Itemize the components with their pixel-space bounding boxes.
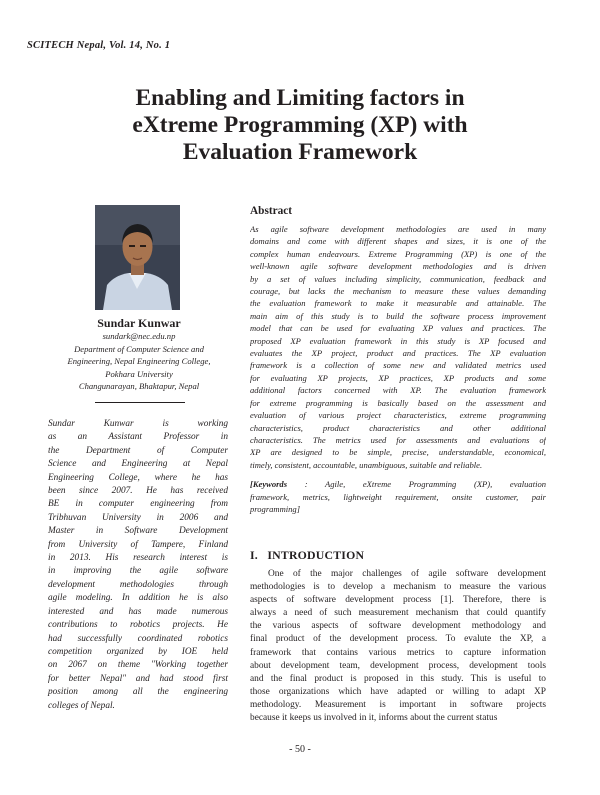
abstract-line: timely, consistent, accountable, unambiguous, suitable and reliable. [250, 459, 483, 470]
affiliation-line: Pokhara University [105, 368, 173, 379]
abstract-line: proposed XP evaluation framework in this study is XP focused and [250, 335, 546, 346]
abstract-line: the evaluation framework to make it measurable and attainable. The [250, 298, 546, 309]
bio-line: interested and has made numerous [48, 606, 228, 617]
introduction-line: about development team, development process, development tools [250, 660, 546, 671]
bio-line: development methodologies through [48, 579, 228, 590]
bio-line: as an Assistant Professor in [48, 432, 228, 443]
page-number: - 50 - [289, 744, 311, 755]
abstract-line: As agile software development methodologies are used in many [250, 224, 546, 234]
bio-line: been since 2007. He has received [48, 486, 228, 497]
bio-line: Tribhuvan University in 2006 and [48, 512, 228, 523]
abstract-line: main aim of this study is to build the software process improvement [250, 310, 546, 321]
keywords-line: programming] [250, 503, 301, 514]
bio-line: contributions to robotics projects. He [48, 620, 228, 631]
abstract-line: by a set of values including simplicity, communication, feedback and [250, 273, 546, 284]
abstract-line: XP are designed to be simple, precise, understandable, economical, [250, 447, 546, 458]
journal-header: SCITECH Nepal, Vol. 14, No. 1 [27, 40, 171, 51]
introduction-line: the various aspects of software development methodology and [250, 621, 546, 632]
keywords-line: framework, metrics, lightweight requirement, onsite customer, pair [250, 491, 546, 502]
author-name: Sundar Kunwar [97, 316, 181, 330]
introduction-line: because it keeps us involved in it, informs about the current status [250, 713, 498, 724]
bio-line: Science and Engineering at Nepal [48, 459, 228, 470]
abstract-body [250, 223, 546, 471]
section-heading-introduction: I. INTRODUCTION [250, 548, 365, 562]
author-email[interactable]: sundark@nec.edu.np [102, 331, 176, 341]
abstract-line: framework is a collection of some new and validated metrics used [250, 360, 546, 371]
introduction-line: methodology. Measurement is important in software projects [250, 699, 546, 710]
abstract-line: well-known agile software development methodologies and is driven [250, 261, 546, 272]
abstract-line: evaluates the XP project, product and practices. The XP evaluation [250, 348, 546, 359]
abstract-line: courage, but lacks the mechanism to measure these values demanding [250, 286, 546, 297]
title-line: Evaluation Framework [182, 139, 418, 165]
introduction-line: aspects of software development process [1]. Therefore, there is [250, 595, 546, 606]
introduction-line: and the final product is proposed in this study. This is useful to [250, 673, 546, 684]
keywords-label: [Keywords [250, 479, 288, 490]
abstract-line: characteristics. The metrics used for assessments and evaluations of [250, 434, 546, 445]
abstract-section [250, 205, 546, 515]
bio-line: had successfully coordinated robotics [48, 633, 228, 644]
bio-line: position among all the engineering [48, 687, 228, 698]
introduction-line: methodologies is to develop a mechanism to measure the various [250, 582, 546, 593]
abstract-heading: Abstract [250, 205, 293, 217]
bio-line: Master in Software Development [48, 526, 228, 537]
abstract-line: additional factors concerned with XP. The evaluation framework [250, 385, 546, 396]
bio-line: on 2067 on theme "Working together [48, 660, 228, 671]
bio-line: Engineering College, where he has [48, 472, 228, 483]
bio-line: colleges of Nepal. [48, 700, 115, 711]
title-line: eXtreme Programming (XP) with [132, 112, 468, 138]
introduction-line: those organizations which have adapted or willing to adapt XP [250, 686, 546, 697]
keywords-text: : Agile, eXtreme Programming (XP), evaluation [304, 479, 546, 490]
paper-title [60, 85, 540, 166]
affiliation-line: Department of Computer Science and [74, 343, 204, 354]
author-affiliation [44, 330, 234, 393]
introduction-line: always a need of such measurement mechanism that could quantify [250, 608, 546, 619]
introduction-line: One of the major challenges of agile software development [268, 569, 546, 579]
introduction-line: final product of the development process. To evalute the XP, a [250, 634, 546, 645]
bio-line: for better Nepal" and had stood first [48, 673, 228, 684]
bio-line: the Department of Computer [48, 445, 228, 456]
bio-line: in improving the agile software [48, 566, 228, 577]
introduction-line: framework that contains various metrics to capture information [250, 647, 546, 658]
bio-line: agile modeling. In addition he is also [48, 593, 228, 604]
introduction-body [250, 568, 546, 725]
abstract-line: domains and come with different shapes and sizes, it is one of the [250, 236, 546, 247]
abstract-line: evaluation of various project characteristics, extreme programming [250, 410, 546, 421]
bio-line: competition organized by IOE held [48, 646, 228, 657]
bio-line: BE in computer engineering from [48, 499, 228, 510]
abstract-line: characteristics, product characteristics and other additional [250, 422, 546, 433]
affiliation-line: Changunarayan, Bhaktapur, Nepal [78, 381, 200, 392]
abstract-line: for extreme programming is basically based on the assessment and [250, 397, 546, 408]
author-bio [48, 418, 228, 713]
keywords [250, 478, 546, 515]
bio-line: in 2013. His research interest is [48, 553, 228, 564]
author-photo [95, 205, 180, 310]
abstract-line: for evaluating XP projects, XP practices, XP products and some [250, 372, 546, 383]
abstract-line: complex human endeavours. Extreme Programming (XP) is one of the [250, 248, 546, 259]
keywords-line [250, 478, 546, 490]
bio-line: Sundar Kunwar is working [48, 419, 228, 429]
divider [95, 402, 185, 403]
bio-line: from University of Tampere, Finland [48, 539, 228, 550]
affiliation-line: Engineering, Nepal Engineering College, [67, 356, 211, 367]
title-line: Enabling and Limiting factors in [135, 85, 465, 111]
abstract-line: model that can be used for evaluating XP values and practices. The [250, 323, 546, 334]
